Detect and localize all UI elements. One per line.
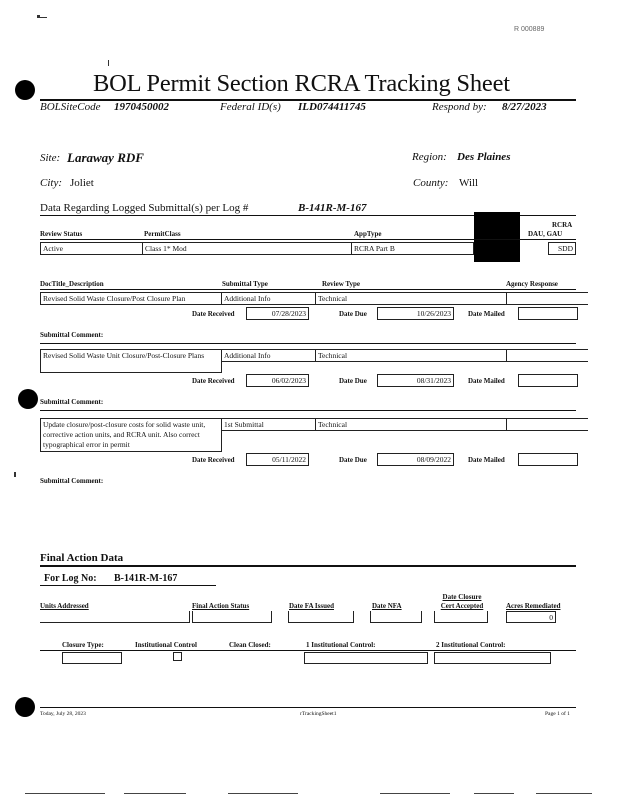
submittal-1-date-mailed-label: Date Mailed [468,310,505,318]
submittal-header-rule [40,289,576,290]
app-type-value: RCRA Part B [351,242,474,255]
agency-response-header: Agency Response [506,280,558,288]
submittal-2-date-mailed-label: Date Mailed [468,377,505,385]
dau-gau-value: SDD [548,242,576,255]
dau-gau-label: DAU, GAU [528,230,563,238]
submittal-3-type: 1st Submittal [221,418,316,431]
date-nfa-label: Date NFA [372,602,402,610]
acres-remediated-label: Acres Remediated [506,602,561,610]
federal-id: ILD074411745 [298,101,366,113]
comment-rule [40,410,576,411]
redaction-block [474,212,520,262]
county: Will [459,177,479,189]
permit-class-label: PermitClass [144,230,181,238]
closure-type-label: Closure Type: [62,641,104,649]
comment-rule [40,343,576,344]
submittal-1-comment-label: Submittal Comment: [40,331,104,339]
scan-mark [14,472,16,477]
acres-remediated-field: 0 [506,611,556,623]
ic2-label: 2 Institutional Control: [436,641,506,649]
ic1-label: 1 Institutional Control: [306,641,376,649]
date-closure-cert-field [434,611,488,623]
submittal-3-date-received-label: Date Received [192,456,235,464]
region-label: Region: [412,151,447,163]
site-name: Laraway RDF [67,150,144,165]
submittal-1-date-mailed [518,307,578,320]
final-action-title: Final Action Data [40,552,124,564]
page-title: BOL Permit Section RCRA Tracking Sheet [93,70,510,97]
submittal-3-date-due: 08/09/2022 [377,453,454,466]
submittal-1-date-due: 10/26/2023 [377,307,454,320]
submittal-3-date-received: 05/11/2022 [246,453,309,466]
scan-mark [39,17,47,18]
review-status-label: Review Status [40,230,83,238]
submittal-3-comment-label: Submittal Comment: [40,477,104,485]
units-addressed-label: Units Addressed [40,602,89,610]
for-log-label: For Log No: [44,573,97,584]
scan-edge [536,793,592,794]
submittal-3-agency-response [506,418,588,431]
submittal-2-date-received-label: Date Received [192,377,235,385]
submittal-1-date-received-label: Date Received [192,310,235,318]
clean-closed-label: Clean Closed: [229,641,271,649]
footer-date: Today, July 28, 2023 [40,711,86,717]
submittal-1-date-due-label: Date Due [339,310,367,318]
submittal-2-date-mailed [518,374,578,387]
submittal-1-review: Technical [315,292,507,305]
rcra-label: RCRA [552,221,573,229]
scan-mark [108,60,109,66]
closure-type-field [62,652,122,664]
status-header-rule [40,239,576,240]
submittal-1-agency-response [506,292,588,305]
scan-edge [228,793,298,794]
permit-class-value: Class 1* Mod [142,242,352,255]
scan-edge [380,793,450,794]
final-action-status-field [192,611,272,623]
site-code-label: BOLSiteCode [40,101,101,113]
respond-by: 8/27/2023 [502,101,547,113]
federal-id-label: Federal ID(s) [220,101,281,113]
submittal-2-date-received: 06/02/2023 [246,374,309,387]
log-number: B-141R-M-167 [298,202,367,214]
scan-edge [474,793,514,794]
submittal-type-header: Submittal Type [222,280,268,288]
submittal-2-review: Technical [315,349,507,362]
review-type-header: Review Type [322,280,361,288]
doc-title-header: DocTitle_Description [40,280,104,288]
site-label: Site: [40,152,61,164]
punch-hole [15,697,35,717]
institutional-control-checkbox[interactable] [173,652,182,661]
punch-hole [15,80,35,100]
app-type-label: AppType [354,230,382,238]
respond-by-label: Respond by: [432,101,487,113]
scan-edge [25,793,105,794]
submittal-3-date-mailed-label: Date Mailed [468,456,505,464]
footer-rule [40,707,576,708]
review-status-value: Active [40,242,143,255]
scan-edge [124,793,186,794]
final-action-rule [40,565,576,567]
submittal-3-review: Technical [315,418,507,431]
submittal-2-date-due-label: Date Due [339,377,367,385]
city: Joliet [70,177,94,189]
ic1-field [304,652,428,664]
submittal-2-type: Additional Info [221,349,316,362]
submittal-3-date-due-label: Date Due [339,456,367,464]
page-id: R 000889 [514,26,545,33]
punch-hole [18,389,38,409]
final-action-status-label: Final Action Status [192,602,250,610]
submittal-2-comment-label: Submittal Comment: [40,398,104,406]
for-log-rule [40,585,216,586]
submittal-2-agency-response [506,349,588,362]
for-log-number: B-141R-M-167 [114,573,178,584]
date-closure-cert-label: Date Closure Cert Accepted [440,593,484,610]
region: Des Plaines [457,151,511,163]
submittal-1-type: Additional Info [221,292,316,305]
units-addressed-field [40,611,190,623]
submittal-1-description: Revised Solid Waste Closure/Post Closure Plan [40,292,222,305]
site-code: 1970450002 [114,101,169,113]
footer-page: Page 1 of 1 [545,711,570,717]
submittal-2-description: Revised Solid Waste Unit Closure/Post-Closure Plans [40,349,222,373]
submittal-3-date-mailed [518,453,578,466]
city-label: City: [40,177,62,189]
submittal-2-date-due: 08/31/2023 [377,374,454,387]
date-nfa-field [370,611,422,623]
submittal-1-date-received: 07/28/2023 [246,307,309,320]
date-fa-issued-label: Date FA Issued [289,602,334,610]
closure-rule [40,650,576,651]
institutional-control-label: Institutional Control [135,641,197,649]
date-fa-issued-field [288,611,354,623]
ic2-field [434,652,551,664]
county-label: County: [413,177,449,189]
submittal-3-description: Update closure/post-closure costs for solid waste unit, corrective action units, and RCRA unit. Also correct typographical error in permit [40,418,222,452]
footer-sheet: rTrackingSheet1 [300,711,337,717]
log-label: Data Regarding Logged Submittal(s) per Log # [40,202,249,214]
